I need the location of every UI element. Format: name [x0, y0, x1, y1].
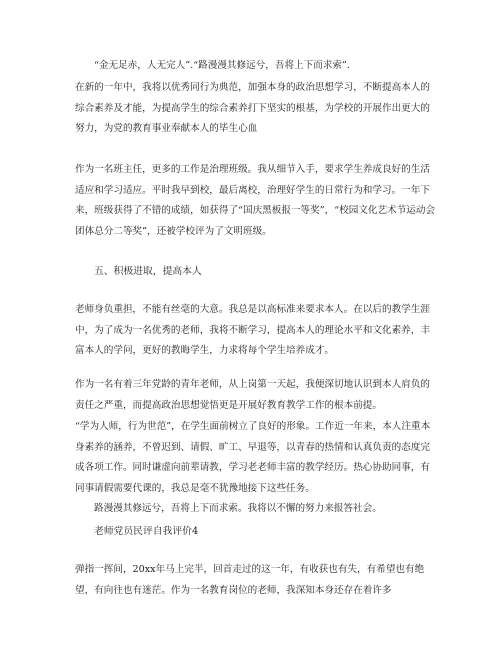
paragraph-class-teacher: 作为一名班主任，更多的工作是治理班级。我从细节入手，要求学生养成良好的生活适应和学习适应。平时我早到校，最后离校，治理好学生的日常行为和学习。一年下来，班级获得了不错的成绩，如获得了“国庆黑板报一等奖”，“校园文化艺术节运动会团体总分二等奖”，还被学校评为了文明班级。 — [75, 164, 436, 237]
section-heading-evaluation-4: 老师党员民评自我评价4 — [94, 526, 199, 537]
paragraph-year-review: 弹指一挥间，20xx年马上完半，回首走过的这一年，有收获也有失，有希望也有绝望，有向往也有迷茫。作为一名教育岗位的老师，我深知本身还存在着许多 — [75, 564, 425, 596]
paragraph-young-teacher: 作为一名有着三年党龄的青年老师，从上岗第一天起，我便深切地认识到本人肩负的责任之严重，而提高政治思想觉悟更是开展好教育教学工作的根本前提。 — [75, 379, 430, 411]
paragraph-role-model: “学为人师，行为世范”，在学生面前树立了良好的形象。工作近一年来，本人注重本身素养的涵养，不曾迟到、请假、旷工、早退等，以青春的热情和认真负责的态度完成各项工作。同时谦虚向前辈请教，学习老老师丰富的教学经历。热心协助同事，有同事请假需要代课的，我总是毫不犹豫地接下这些任务。 — [75, 421, 431, 494]
paragraph-teacher-duty: 老师身负重担，不能有丝毫的大意。我总是以高标准来要求本人。在以后的教学生涯中，为了成为一名优秀的老师，我将不断学习，提高本人的理论水平和文化素养，丰富本人的学问，更好的教晦学生，力求将每个学生培养成才。 — [75, 304, 430, 356]
closing-line: 路漫漫其修远兮，吾将上下而求索。我将以不懈的努力来报答社会。 — [94, 503, 382, 514]
paragraph-new-year-plan: 在新的一年中，我将以优秀同行为典范，加强本身的政治思想学习，不断提高本人的综合素养及才能，为提高学生的综合素养打下坚实的根基，为学校的开展作出更大的努力，为党的教育事业奉献本人的毕生心血 — [75, 82, 430, 134]
section-heading-five: 五、积极进取，提高本人 — [94, 266, 202, 277]
quote-line: “金无足赤，人无完人”.“路漫漫其修远兮，吾将上下而求索”. — [94, 60, 350, 71]
